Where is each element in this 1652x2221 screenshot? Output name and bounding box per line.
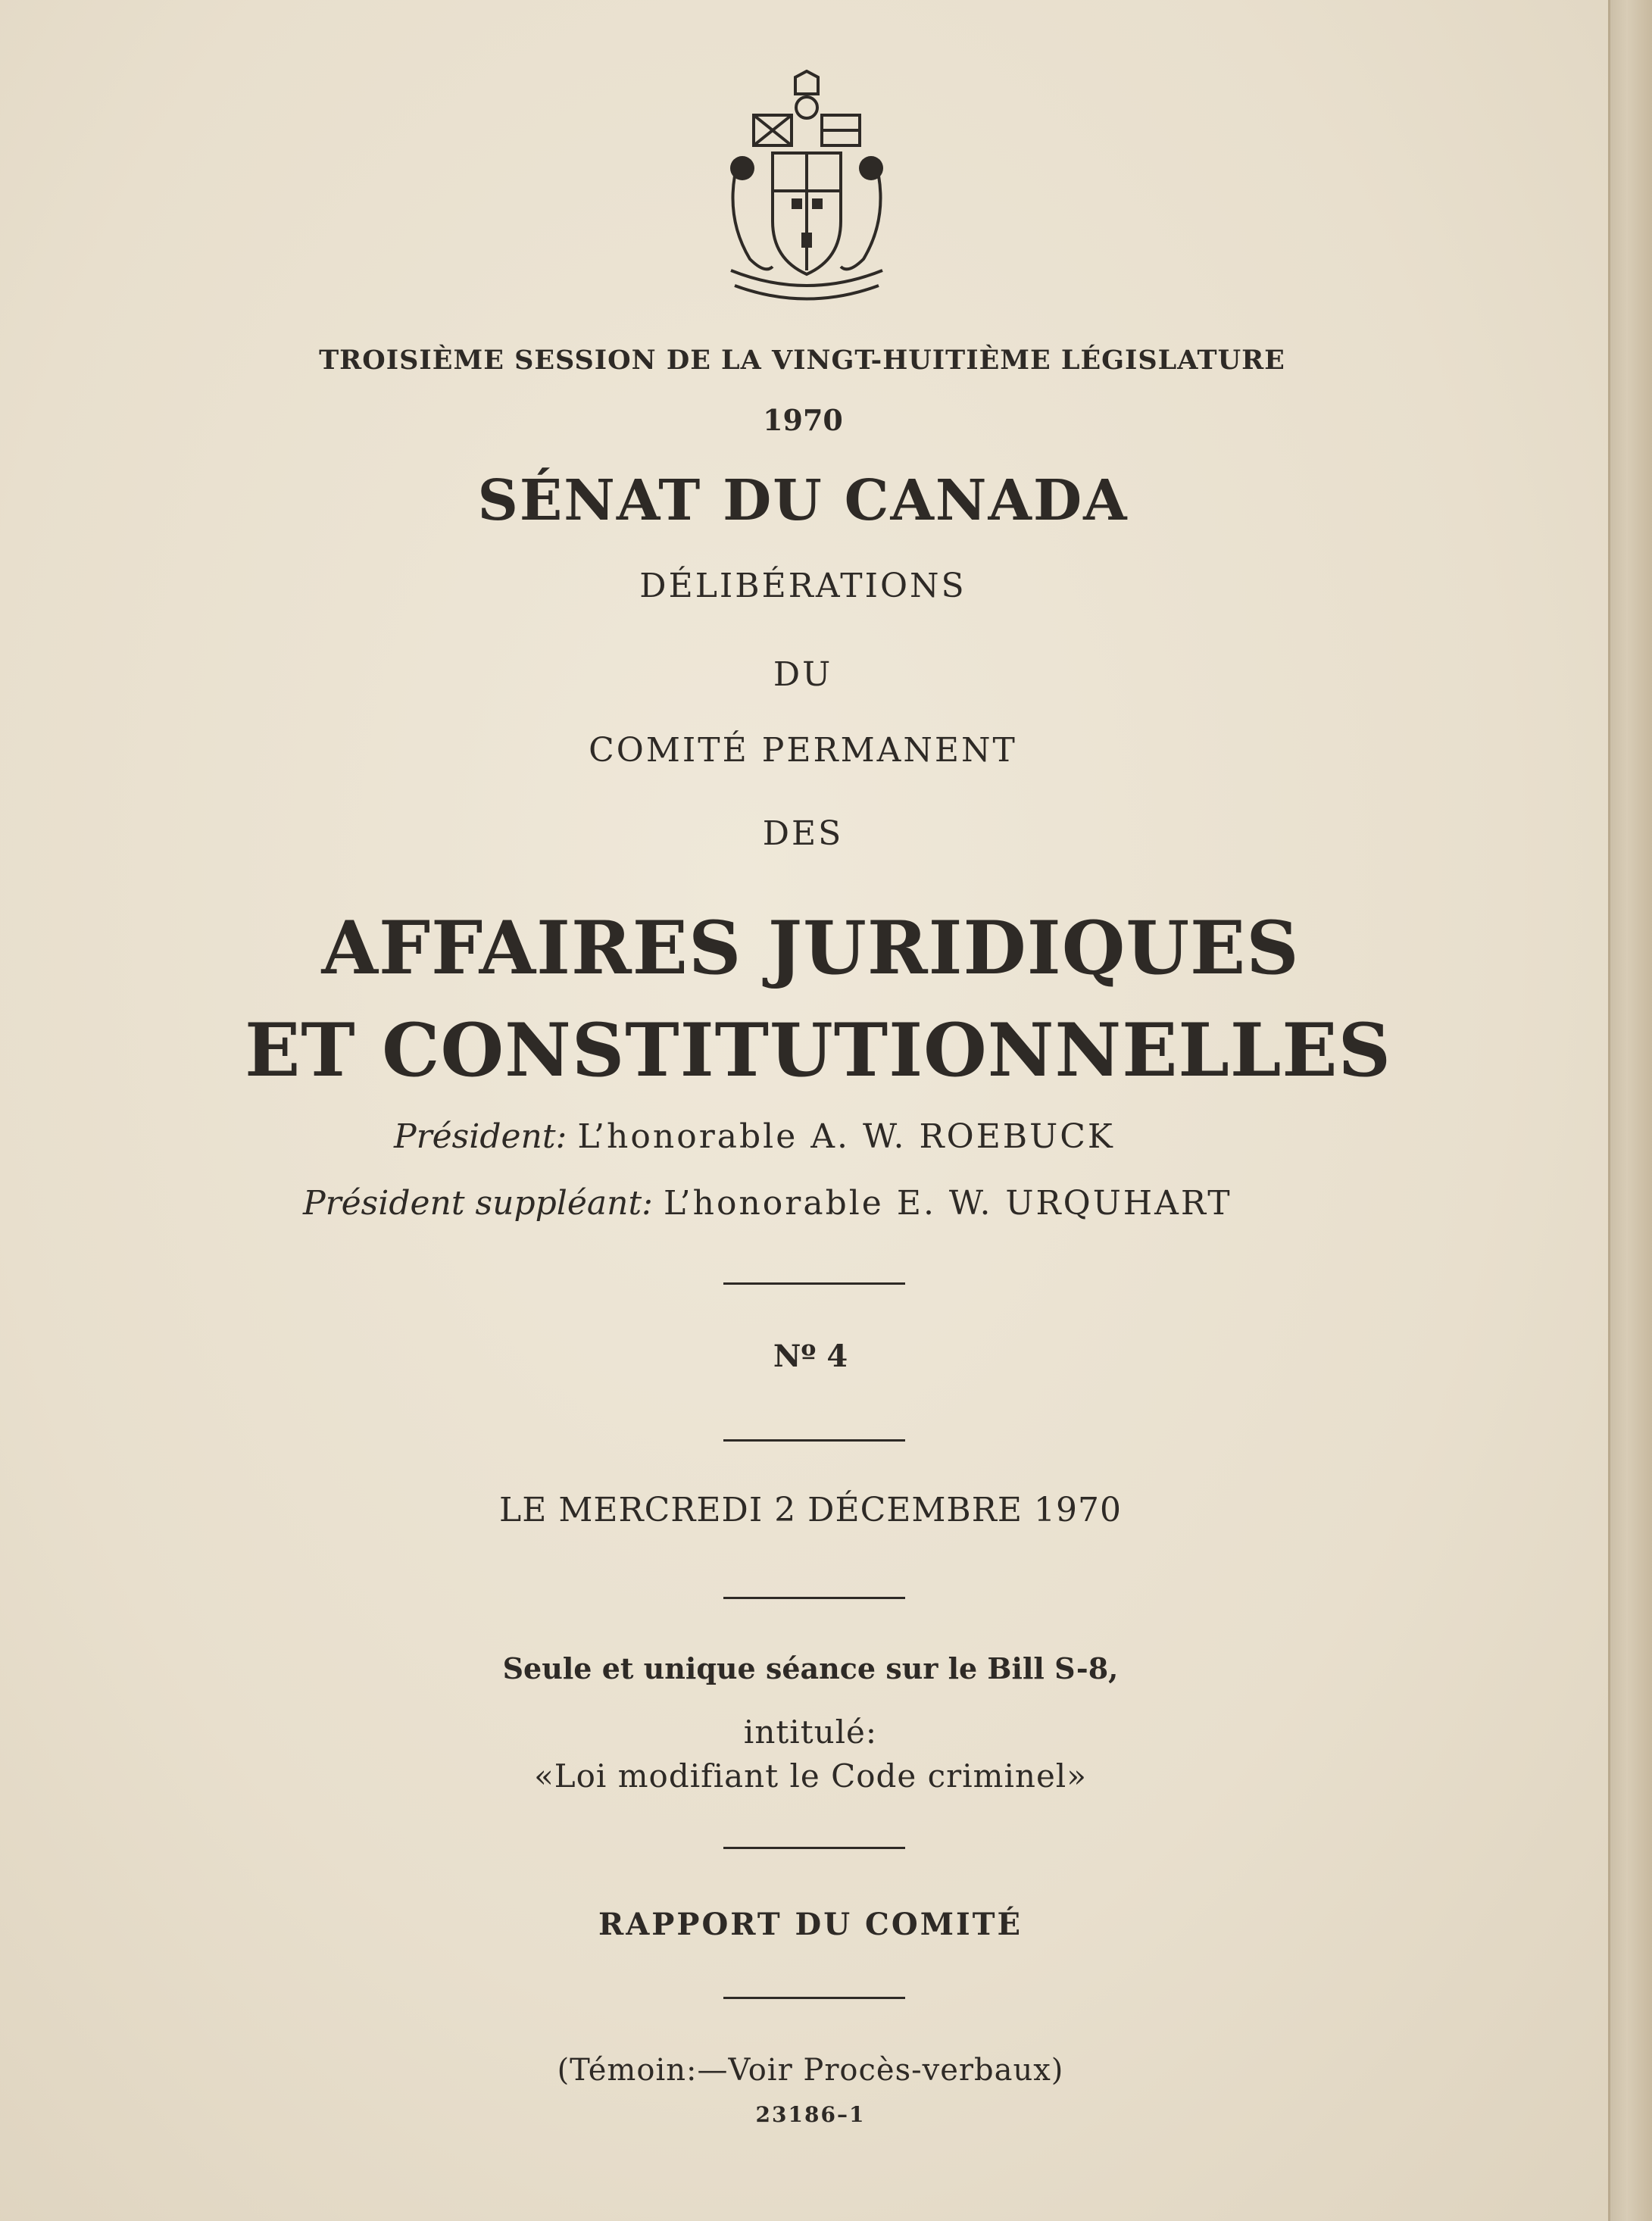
deputy-president-label: Président suppléant:	[303, 1184, 653, 1223]
sitting-subject: Seule et unique séance sur le Bill S-8,	[502, 1651, 1119, 1685]
issue-number: Nº 4	[773, 1339, 848, 1374]
divider	[723, 1597, 905, 1599]
committee-title-line-1: AFFAIRES JURIDIQUES	[321, 905, 1300, 991]
page-edge	[1608, 0, 1652, 2221]
sitting-date: LE MERCREDI 2 DÉCEMBRE 1970	[499, 1491, 1122, 1529]
coat-of-arms-icon	[720, 70, 894, 312]
year: 1970	[763, 403, 843, 437]
committee-report-heading: RAPPORT DU COMITÉ	[598, 1907, 1023, 1942]
deputy-president-line	[303, 1184, 1363, 1223]
standing-committee-label: COMITÉ PERMANENT	[589, 731, 1017, 770]
session-heading: TROISIÈME SESSION DE LA VINGT-HUITIÈME LÉGISLATURE	[319, 345, 1285, 376]
divider	[723, 1997, 905, 1999]
witness-note: (Témoin:—Voir Procès-verbaux)	[557, 2053, 1064, 2088]
committee-title-line-2: ET CONSTITUTIONNELLES	[245, 1007, 1391, 1093]
divider	[723, 1847, 905, 1849]
deputy-president-name: L’honorable E. W. URQUHART	[663, 1184, 1232, 1223]
president-label: Président:	[394, 1117, 567, 1156]
des-label: DES	[762, 814, 844, 853]
divider	[723, 1439, 905, 1442]
bill-title: «Loi modifiant le Code criminel»	[534, 1757, 1087, 1795]
divider	[723, 1282, 905, 1285]
president-name: L’honorable A. W. ROEBUCK	[577, 1117, 1115, 1156]
du-label: DU	[773, 655, 833, 694]
print-code: 23186–1	[755, 2102, 866, 2127]
president-line	[394, 1117, 1303, 1156]
senate-title: SÉNAT DU CANADA	[477, 468, 1129, 533]
deliberations-label: DÉLIBÉRATIONS	[639, 567, 967, 605]
bill-intitule-label: intitulé:	[743, 1713, 878, 1751]
